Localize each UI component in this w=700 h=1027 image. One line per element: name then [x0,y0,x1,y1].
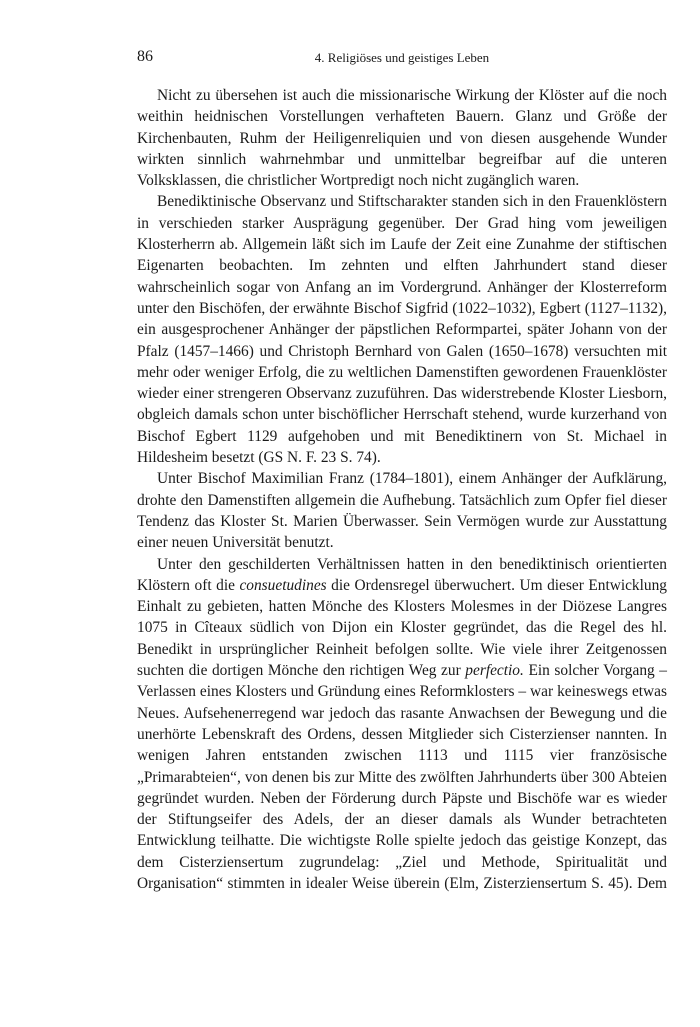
page-header [137,48,667,70]
running-head: 4. Religiöses und geistiges Leben [314,50,490,65]
text-run: Unter den geschilderten Verhältnissen hatten in den benediktinisch orientierten Klöstern oft die [137,555,667,594]
italic-term: consuetudines [239,576,327,594]
text-run: die Ordensregel überwuchert. Um dieser Entwicklung Einhalt zu gebieten, hatten Mönche des Klosters Molesmes in der Diözese Langres 1075 in Cîteaux südlich von Dijon ein Kloster gegründet, das die Regel des hl. Benedikt in ursprünglicher Reinheit befolgen sollte. Wie viele ihrer Zeitgenossen suchten die dortigen Mönche den richtigen Weg zur [137,576,667,680]
text-run: Ein solcher Vorgang – Verlassen eines Klosters und Gründung eines Reformklosters – war keineswegs etwas Neues. Aufsehenerregend war jedoch das rasante Anwachsen der Bewegung und die unerhörte Lebenskraft des Ordens, dessen Mitglieder sich Cisterzienser nannten. In wenigen Jahren entstanden zwischen 1113 und 1115 vier französische „Primarabteien“, von denen bis zur Mitte des zwölften Jahrhunderts über 300 Abteien gegründet wurden. Neben der Förderung durch Päpste und Bischöfe war es wieder der Stiftungseifer des Adels, der an dieser damals als Wunder betrachteten Entwicklung teilhatte. Die wichtigste Rolle spielte jedoch das geistige Konzept, das dem Cisterziensertum zugrundelag: „Ziel und Methode, Spiritualität und Organisation“ stimmten in idealer Weise überein (Elm, Zisterziensertum S. 45). Dem [137,662,667,892]
body-text [137,85,667,894]
paragraph: Nicht zu übersehen ist auch die missionarische Wirkung der Klöster auf die noch weithin heidnischen Vorstellungen verhafteten Bauern. Glanz und Größe der Kirchenbauten, Ruhm der Heiligenreliquien und von diesen ausgehende Wunder wirkten sinnlich wahrnehmbar und unmittelbar begreifbar auf die unteren Volksklassen, die christlicher Wortpredigt noch nicht zugänglich waren. [137,87,667,190]
italic-term: perfectio. [465,662,524,680]
paragraph: Benediktinische Observanz und Stiftscharakter standen sich in den Frauenklöstern in verschieden starker Ausprägung gegenüber. Der Grad hing vom jeweiligen Klosterherrn ab. Allgemein läßt sich im Laufe der Zeit eine Zunahme der stiftischen Eigenarten beobachten. Im zehnten und elften Jahrhundert stand dieser wahrscheinlich sogar von Anfang an im Vordergrund. Anhänger der Klosterreform unter den Bischöfen, der erwähnte Bischof Sigfrid (1022–1032), Egbert (1127–1132), ein ausgesprochener Anhänger der päpstlichen Reformpartei, später Johann von der Pfalz (1457–1466) und Christoph Bernhard von Galen (1650–1678) versuchten mit mehr oder weniger Erfolg, die zu weltlichen Damenstiften gewordenen Frauenklöster wieder einer strengeren Observanz zuzuführen. Das widerstrebende Kloster Liesborn, obgleich damals schon unter bischöflicher Herrschaft stehend, wurde kurzerhand von Bischof Egbert 1129 aufgehoben und mit Benediktinern von St. Michael in Hildesheim besetzt (GS N. F. 23 S. 74). [137,193,667,467]
paragraph: Unter Bischof Maximilian Franz (1784–1801), einem Anhänger der Aufklärung, drohte den Damenstiften allgemein die Aufhebung. Tatsächlich zum Opfer fiel dieser Tendenz das Kloster St. Marien Überwasser. Sein Vermögen wurde zur Ausstattung einer neuen Universität benutzt. [137,470,667,552]
page-number: 86 [137,48,153,65]
paragraph [137,554,667,895]
